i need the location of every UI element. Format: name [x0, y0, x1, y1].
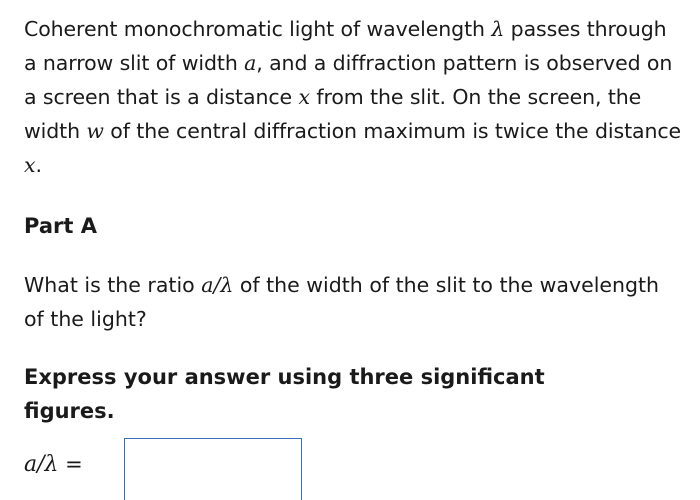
problem-text-segment: passes through a narrow slit of width — [24, 17, 667, 75]
question-text — [24, 268, 684, 336]
answer-instruction: Express your answer using three significant figures. — [24, 365, 545, 423]
problem-container — [24, 12, 684, 428]
problem-text-segment: of the central diffraction maximum is twice the distance — [103, 119, 682, 143]
answer-input[interactable] — [124, 438, 302, 500]
slit-width-symbol: a — [244, 51, 257, 75]
width-symbol: w — [86, 119, 104, 143]
answer-row — [24, 438, 302, 498]
problem-text-segment: Coherent monochromatic light of wavelength — [24, 17, 492, 41]
answer-label-equals: = — [58, 452, 83, 476]
problem-statement — [24, 12, 684, 182]
problem-text-segment: from the slit. On the screen, the width — [24, 85, 642, 143]
problem-text-segment: . — [35, 153, 42, 177]
question-text-segment: What is the ratio — [24, 273, 202, 297]
question-text-segment: of the width of the slit to the wavelength of the light? — [24, 273, 660, 331]
answer-label — [24, 452, 124, 477]
distance-symbol: x — [24, 153, 36, 177]
distance-symbol: x — [298, 85, 310, 109]
ratio-symbol: a/λ — [201, 273, 234, 297]
wavelength-symbol: λ — [491, 17, 505, 41]
answer-label-math: a/λ — [24, 452, 59, 477]
problem-text-segment: , and a diffraction pattern is observed on a screen that is a distance — [24, 51, 673, 109]
part-title: Part A — [24, 214, 97, 238]
